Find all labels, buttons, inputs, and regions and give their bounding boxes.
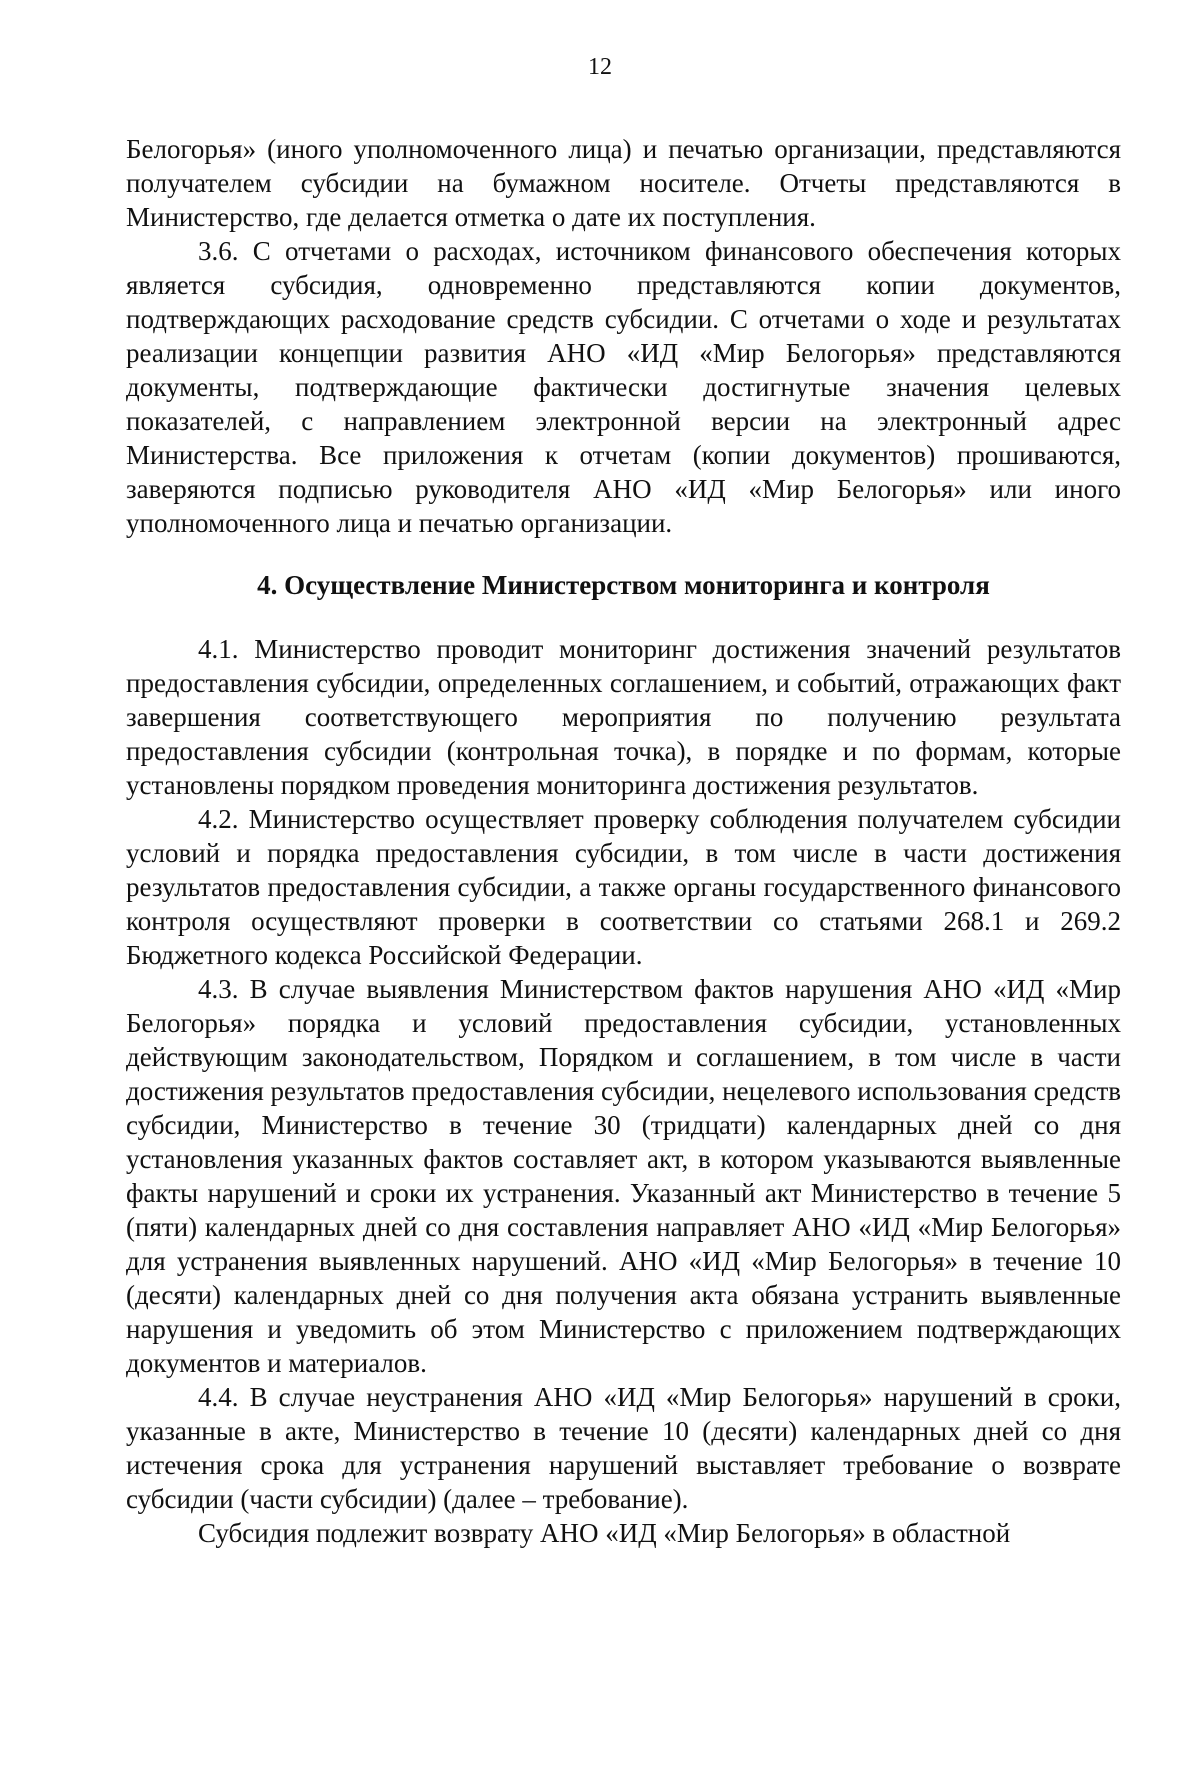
paragraph-4-4: 4.4. В случае неустранения АНО «ИД «Мир Белогорья» нарушений в сроки, указанные в акте, Министерство в течение 10 (десяти) календарных дней со дня истечения срока для устранения нарушений выставляет требование о возврате субсидии (части субсидии) (далее – требование).	[126, 1382, 1121, 1514]
paragraph-continuation: Белогорья» (иного уполномоченного лица) и печатью организации, представляются получателем субсидии на бумажном носителе. Отчеты представляются в Министерство, где делается отметка о дате их поступления.	[126, 134, 1121, 232]
paragraph-3-6: 3.6. С отчетами о расходах, источником финансового обеспечения которых является субсидия, одновременно представляются копии документов, подтверждающих расходование средств субсидии. С отчетами о ходе и результатах реализации концепции развития АНО «ИД «Мир Белогорья» представляются документы, подтверждающие фактически достигнутые значения целевых показателей, с направлением электронной версии на электронный адрес Министерства. Все приложения к отчетам (копии документов) прошиваются, заверяются подписью руководителя АНО «ИД «Мир Белогорья» или иного уполномоченного лица и печатью организации.	[126, 236, 1121, 538]
paragraph-4-1: 4.1. Министерство проводит мониторинг достижения значений результатов предоставления субсидии, определенных соглашением, и событий, отражающих факт завершения соответствующего мероприятия по получению результата предоставления субсидии (контрольная точка), в порядке и по формам, которые установлены порядком проведения мониторинга достижения результатов.	[126, 634, 1121, 800]
section-heading: 4. Осуществление Министерством мониторинга и контроля	[257, 570, 990, 600]
document-body	[126, 132, 1121, 1550]
paragraph-subsidy-return: Субсидия подлежит возврату АНО «ИД «Мир Белогорья» в областной	[198, 1518, 1011, 1548]
page-number: 12	[588, 54, 612, 80]
paragraph-4-2: 4.2. Министерство осуществляет проверку соблюдения получателем субсидии условий и порядка предоставления субсидии, в том числе в части достижения результатов предоставления субсидии, а также органы государственного финансового контроля осуществляют проверки в соответствии со статьями 268.1 и 269.2 Бюджетного кодекса Российской Федерации.	[126, 804, 1121, 970]
paragraph-4-3: 4.3. В случае выявления Министерством фактов нарушения АНО «ИД «Мир Белогорья» порядка и условий предоставления субсидии, установленных действующим законодательством, Порядком и соглашением, в том числе в части достижения результатов предоставления субсидии, нецелевого использования средств субсидии, Министерство в течение 30 (тридцати) календарных дней со дня установления указанных фактов составляет акт, в котором указываются выявленные факты нарушений и сроки их устранения. Указанный акт Министерство в течение 5 (пяти) календарных дней со дня составления направляет АНО «ИД «Мир Белогорья» для устранения выявленных нарушений. АНО «ИД «Мир Белогорья» в течение 10 (десяти) календарных дней со дня получения акта обязана устранить выявленные нарушения и уведомить об этом Министерство с приложением подтверждающих документов и материалов.	[126, 974, 1121, 1378]
